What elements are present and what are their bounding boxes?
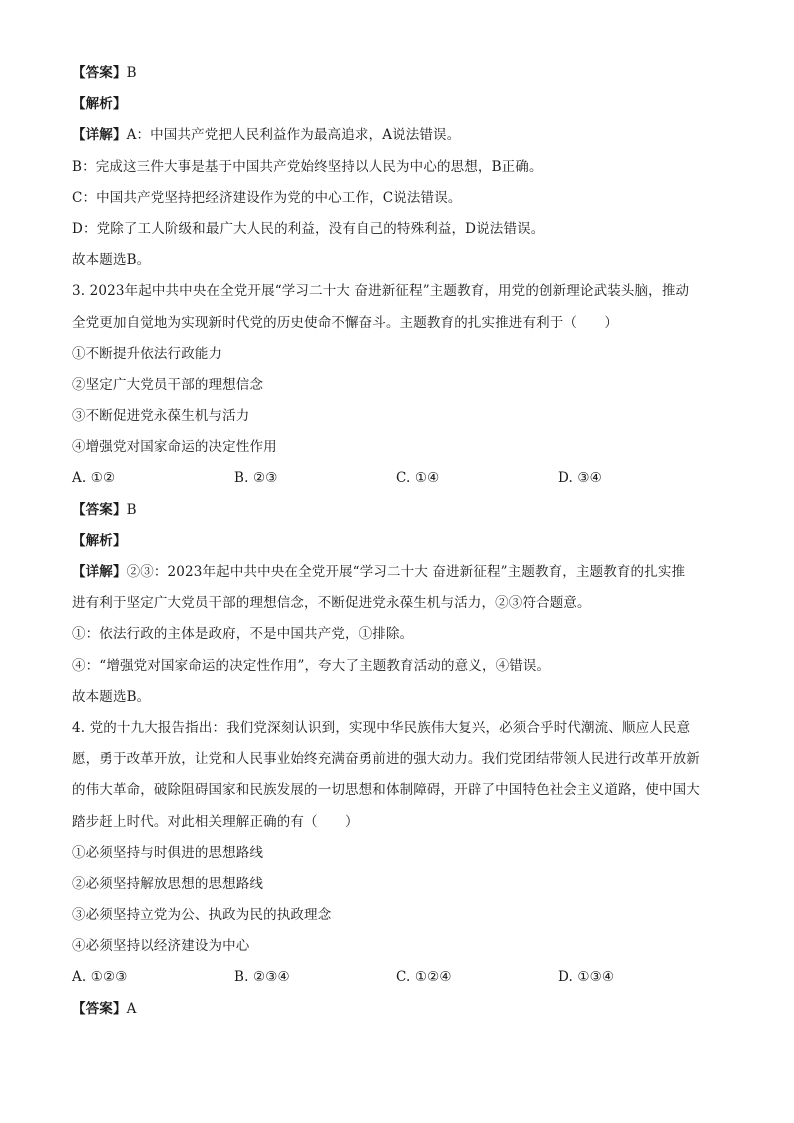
question-item: ②坚定广大党员干部的理想信念	[72, 376, 264, 393]
option-a: A. ①②	[72, 470, 116, 487]
answer-value: A	[126, 1000, 137, 1017]
detail-text: D：党除了工人阶级和最广大人民的利益，没有自己的特殊利益，D说法错误。	[72, 220, 545, 237]
analysis-line	[72, 89, 724, 120]
detail-line	[72, 120, 724, 151]
question-item: ②必须坚持解放思想的思想路线	[72, 875, 264, 892]
answer-value: B	[126, 501, 137, 518]
analysis-line	[72, 526, 724, 557]
detail-text: ①：依法行政的主体是政府，不是中国共产党，①排除。	[72, 626, 414, 643]
document-page	[72, 58, 724, 1025]
question-stem: 全党更加自觉地为实现新时代党的历史使命不懈奋斗。主题教育的扎实推进有利于（ ）	[72, 314, 618, 331]
question-item: ①必须坚持与时俱进的思想路线	[72, 844, 264, 861]
answer-tag: 【答案】	[72, 65, 127, 81]
answer-line	[72, 58, 724, 89]
question-stem: 踏步赶上时代。对此相关理解正确的有（ ）	[72, 813, 359, 830]
answer-line	[72, 495, 724, 526]
option-c: C. ①④	[396, 470, 440, 487]
question-stem: 愿，勇于改革开放，让党和人民事业始终充满奋勇前进的强大动力。我们党团结带领人民进行改革开放新	[72, 751, 700, 768]
answer-line	[72, 994, 724, 1025]
answer-tag: 【答案】	[72, 1000, 127, 1017]
option-c: C. ①②④	[396, 969, 452, 986]
detail-tag: 【详解】	[72, 564, 127, 580]
option-b: B. ②③	[234, 470, 278, 487]
question-stem: 3. 2023年起中共中央在全党开展“学习二十大 奋进新征程”主题教育，用党的创新理论武装头脑，推动	[72, 283, 690, 300]
detail-text: A：中国共产党把人民利益作为最高追求，A说法错误。	[126, 127, 461, 144]
detail-text: ④：“增强党对国家命运的决定性作用”，夸大了主题教育活动的意义，④错误。	[72, 657, 551, 674]
detail-text: C：中国共产党坚持把经济建设作为党的中心工作，C说法错误。	[72, 189, 462, 206]
option-d: D. ③④	[558, 470, 602, 487]
question-item: ③不断促进党永葆生机与活力	[72, 408, 250, 425]
answer-value: B	[126, 65, 137, 81]
detail-line	[72, 557, 724, 588]
answer-options	[72, 962, 724, 993]
analysis-tag: 【解析】	[72, 532, 127, 549]
detail-text: ②③：2023年起中共中央在全党开展“学习二十大 奋进新征程”主题教育，主题教育的扎实推	[126, 564, 686, 580]
question-stem: 的伟大革命，破除阻碍国家和民族发展的一切思想和体制障碍，开辟了中国特色社会主义道路，使中国大	[72, 782, 700, 799]
detail-tag: 【详解】	[72, 127, 127, 144]
detail-text: B：完成这三件大事是基于中国共产党始终坚持以人民为中心的思想，B正确。	[72, 158, 543, 175]
question-item: ③必须坚持立党为公、执政为民的执政理念	[72, 907, 332, 924]
option-b: B. ②③④	[234, 969, 290, 986]
answer-tag: 【答案】	[72, 501, 127, 518]
option-d: D. ①③④	[558, 969, 615, 986]
question-stem: 4. 党的十九大报告指出：我们党深刻认识到，实现中华民族伟大复兴，必须合乎时代潮流、顺应人民意	[72, 719, 691, 736]
question-item: ④必须坚持以经济建设为中心	[72, 938, 250, 955]
analysis-tag: 【解析】	[72, 96, 127, 113]
question-item: ④增强党对国家命运的决定性作用	[72, 439, 277, 456]
option-a: A. ①②③	[72, 969, 128, 986]
question-item: ①不断提升依法行政能力	[72, 345, 223, 362]
conclusion-text: 故本题选B。	[72, 252, 151, 269]
answer-options	[72, 463, 724, 494]
conclusion-text: 故本题选B。	[72, 688, 151, 705]
detail-text: 进有利于坚定广大党员干部的理想信念，不断促进党永葆生机与活力，②③符合题意。	[72, 595, 591, 612]
